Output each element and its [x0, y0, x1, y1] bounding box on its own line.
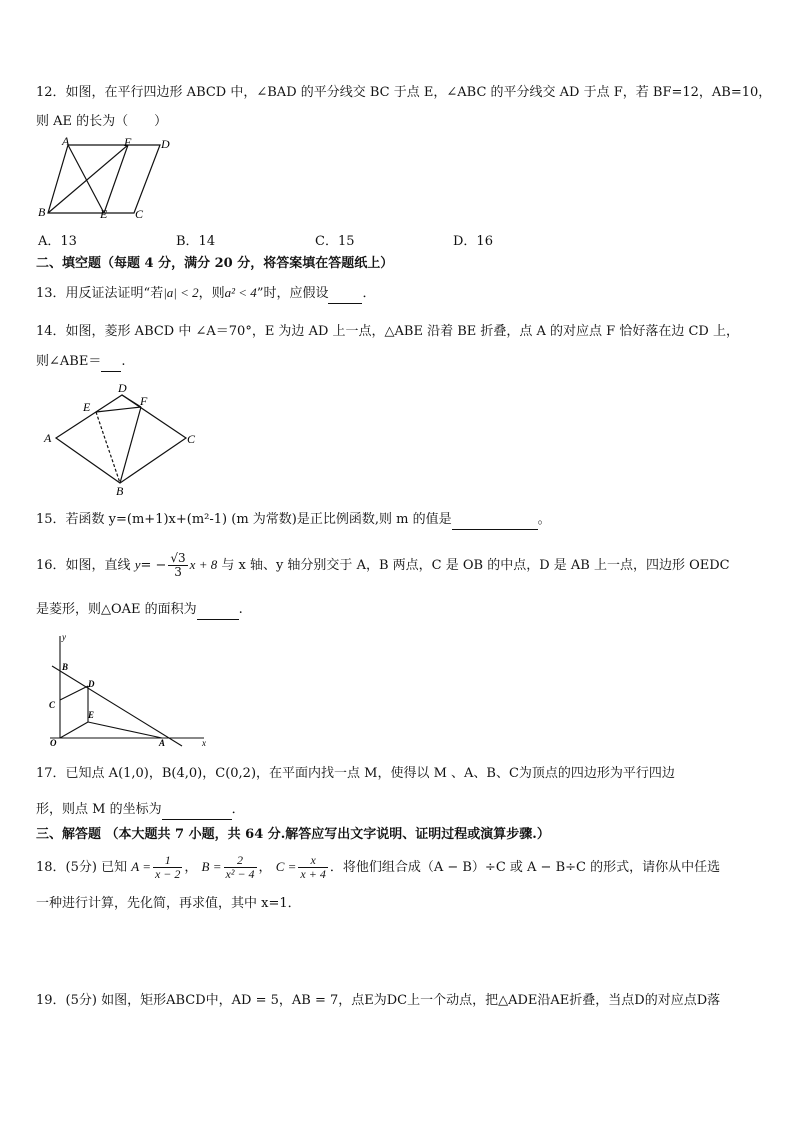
q12-option-a[interactable]: A．13 — [38, 234, 77, 249]
q16-line2 — [36, 601, 243, 620]
q18-post: ．将他们组合成（A − B）÷C 或 A − B÷C 的形式，请你从中任选 — [329, 860, 721, 875]
q15-text: 15．若函数 y=(m+1)x+(m²-1) (m 为常数)是正比例函数,则 m 的值是 — [36, 512, 452, 527]
q18-C-label: C = — [275, 859, 297, 874]
q16-eq: = − — [140, 558, 167, 573]
q15-end: 。 — [537, 512, 551, 527]
q16-prefix: 16．如图，直线 — [36, 558, 131, 573]
q18-line2: 一种进行计算，先化简，再求值，其中 x=1． — [36, 896, 301, 911]
q18-A-fraction: $\frac{1}{x - 2}$ — [154, 853, 181, 881]
label-D: D — [88, 679, 95, 689]
q13-prefix: 13．用反证法证明“若 — [36, 286, 164, 301]
label-C: C — [49, 700, 56, 710]
label-D: D — [161, 137, 170, 151]
q16-answer-blank[interactable] — [197, 601, 239, 620]
q16-y: y — [134, 557, 141, 572]
segment-AE — [68, 145, 104, 213]
q14-line1: 14．如图，菱形 ABCD 中 ∠A＝70°，E 为边 AD 上一点，△ABE 沿着 BE 折叠，点 A 的对应点 F 恰好落在边 CD 上， — [36, 324, 739, 339]
q12-parallelogram-figure — [36, 136, 176, 222]
label-E: E — [83, 400, 91, 414]
q14-line2 — [36, 353, 125, 372]
q17-line2-text: 形，则点 M 的坐标为 — [36, 802, 162, 817]
label-A: A — [159, 738, 166, 748]
label-O: O — [50, 738, 57, 748]
q14-line2-text: 则∠ABE＝ — [36, 354, 102, 369]
q16-fraction: $\frac{√3}{3}$ — [170, 551, 186, 579]
q15-answer-blank[interactable] — [452, 511, 538, 530]
q13-mid: ，则 — [198, 286, 225, 301]
q16-post: 与 x 轴、y 轴分别交于 A，B 两点，C 是 OB 的中点，D 是 AB 上一点，四边形 OEDC — [221, 558, 730, 573]
segment-OE — [60, 722, 88, 738]
q16-line2-text: 是菱形，则△OAE 的面积为 — [36, 602, 197, 617]
label-F: F — [140, 394, 148, 408]
parallelogram-ABCD — [48, 145, 160, 213]
label-x: x — [202, 738, 206, 748]
q16-line1 — [36, 552, 730, 579]
q17-answer-blank[interactable] — [162, 801, 232, 820]
q17-end: ． — [231, 802, 245, 817]
label-A: A — [44, 431, 52, 445]
q12-option-d[interactable]: D．16 — [453, 234, 493, 249]
q14-answer-blank[interactable] — [101, 353, 121, 372]
line-AB — [52, 666, 182, 746]
q18-C-fraction: $\frac{x}{x + 4}$ — [300, 853, 326, 881]
q18-B-label: B = — [201, 859, 222, 874]
q12-option-c[interactable]: C．15 — [315, 234, 355, 249]
section3-heading: 三、解答题 （本大题共 7 小题，共 64 分.解答应写出文字说明、证明过程或演算步骤.） — [36, 827, 550, 842]
label-E: E — [88, 710, 95, 720]
label-y: y — [62, 632, 66, 642]
segment-DF — [122, 395, 141, 407]
q14-rhombus-figure — [40, 380, 210, 500]
q17-line1: 17．已知点 A(1,0)，B(4,0)，C(0,2)，在平面内找一点 M，使得以 M 、A、B、C为顶点的四边形为平行四边 — [36, 766, 675, 781]
rhombus-ABCD — [56, 395, 186, 483]
segment-BE-dashed — [96, 412, 120, 483]
q16-rest: x + 8 — [189, 557, 218, 572]
q12-line2: 则 AE 的长为（ ） — [36, 114, 168, 129]
q18-prefix: 18．(5分) 已知 — [36, 860, 128, 875]
q13-end: ． — [362, 286, 376, 301]
q13-conclusion: a² < 4 — [224, 285, 257, 300]
label-F: F — [124, 136, 132, 149]
label-E: E — [100, 207, 108, 221]
label-B: B — [38, 205, 46, 219]
segment-BF — [120, 407, 141, 483]
q13-answer-blank[interactable] — [328, 285, 362, 304]
q17-line2 — [36, 801, 245, 820]
q18-B-fraction: $\frac{2}{\text{x² − 4}}$ — [225, 853, 255, 881]
label-C: C — [135, 207, 144, 221]
q13 — [36, 284, 375, 304]
q13-post: ”时，应假设 — [256, 286, 329, 301]
label-C: C — [187, 432, 196, 446]
segment-CD — [60, 686, 88, 700]
q12-line1: 12．如图，在平行四边形 ABCD 中，∠BAD 的平分线交 BC 于点 E，∠ABC 的平分线交 AD 于点 F，若 BF=12，AB=10， — [36, 85, 772, 100]
section2-heading: 二、填空题（每题 4 分，满分 20 分，将答案填在答题纸上） — [36, 256, 394, 271]
q16-coordinate-figure — [42, 630, 217, 750]
q19-line1: 19．(5分) 如图，矩形ABCD中，AD = 5，AB = 7，点E为DC上一个动点，把△ADE沿AE折叠，当点D的对应点D落 — [36, 993, 721, 1008]
label-B: B — [116, 484, 124, 498]
q18-A-label: A = — [131, 859, 151, 874]
q14-end: . — [121, 354, 126, 369]
label-A: A — [62, 136, 70, 148]
segment-EA — [88, 722, 162, 738]
label-D: D — [118, 381, 127, 395]
label-B: B — [62, 662, 69, 672]
q16-end: . — [238, 602, 243, 617]
q18-line1: 18．(5分) 已知 A = $\frac{1}{x - 2}$ ， B = $\frac{2}{\text{x² − 4}}$ ， C = $\frac{x}{x + 4}$ ．将他们组合成（A − B）÷C 或 A − B÷C 的形式，请你从中任选 — [36, 853, 721, 881]
q15 — [36, 511, 551, 530]
q12-option-b[interactable]: B．14 — [176, 234, 216, 249]
q13-condition: |a| < 2 — [163, 285, 199, 300]
